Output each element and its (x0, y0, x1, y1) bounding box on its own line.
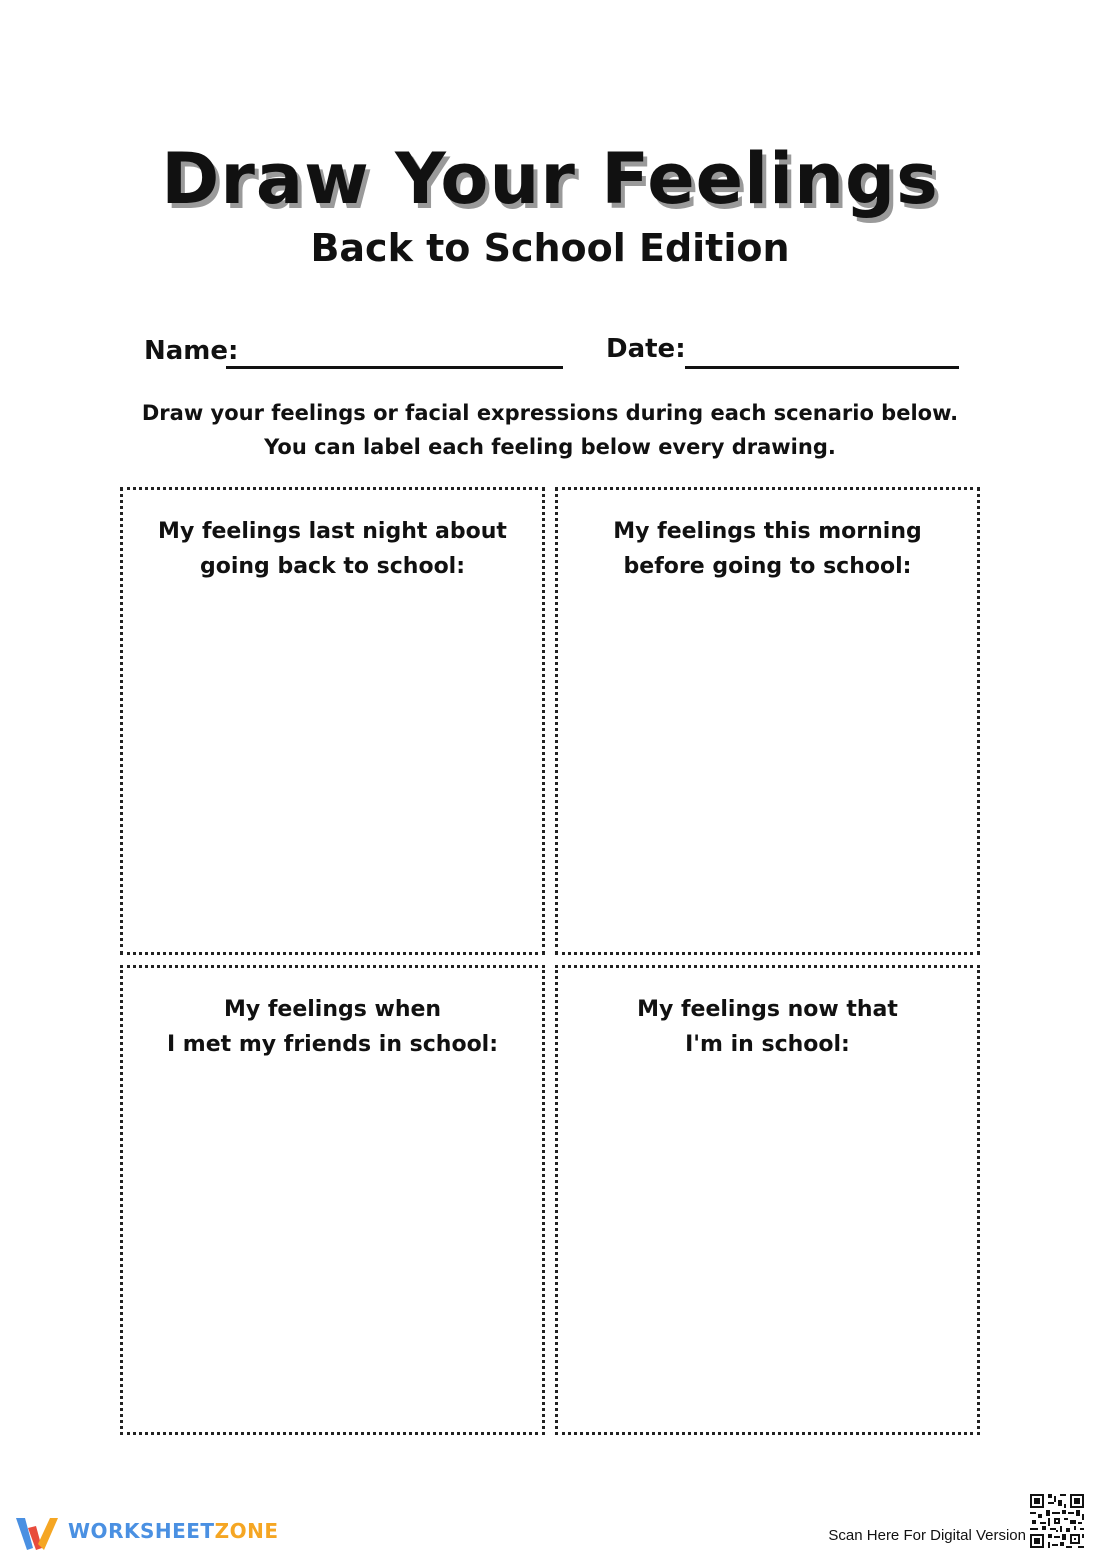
worksheet-title: Draw Your Feelings (161, 138, 939, 220)
box-prompt: My feelings this morning before going to school: (613, 519, 922, 579)
name-line[interactable] (226, 366, 563, 369)
worksheet-subtitle: Back to School Edition (310, 226, 790, 270)
date-line[interactable] (685, 366, 959, 369)
box-prompt: My feelings now that I'm in school: (637, 997, 898, 1057)
logo-word-zone: ZONE (214, 1519, 279, 1543)
box-prompt: My feelings when I met my friends in school: (166, 997, 499, 1057)
logo-word-worksheet: WORKSHEET (68, 1519, 215, 1543)
worksheetzone-logo-text (68, 1519, 278, 1543)
qr-code-icon[interactable] (1028, 1492, 1086, 1550)
drawing-box-met-friends[interactable] (120, 965, 545, 1435)
drawing-box-last-night[interactable] (120, 487, 545, 955)
box-prompt: My feelings last night about going back to school: (158, 519, 507, 579)
instructions-text: Draw your feelings or facial expressions during each scenario below. You can label each feeling below every drawing. (141, 401, 959, 459)
drawing-box-this-morning[interactable] (555, 487, 980, 955)
date-label: Date: (606, 334, 686, 364)
scan-text: Scan Here For Digital Version (828, 1527, 1026, 1544)
drawing-box-now-in-school[interactable] (555, 965, 980, 1435)
worksheetzone-logo-icon (14, 1514, 62, 1554)
name-label: Name: (144, 336, 239, 366)
